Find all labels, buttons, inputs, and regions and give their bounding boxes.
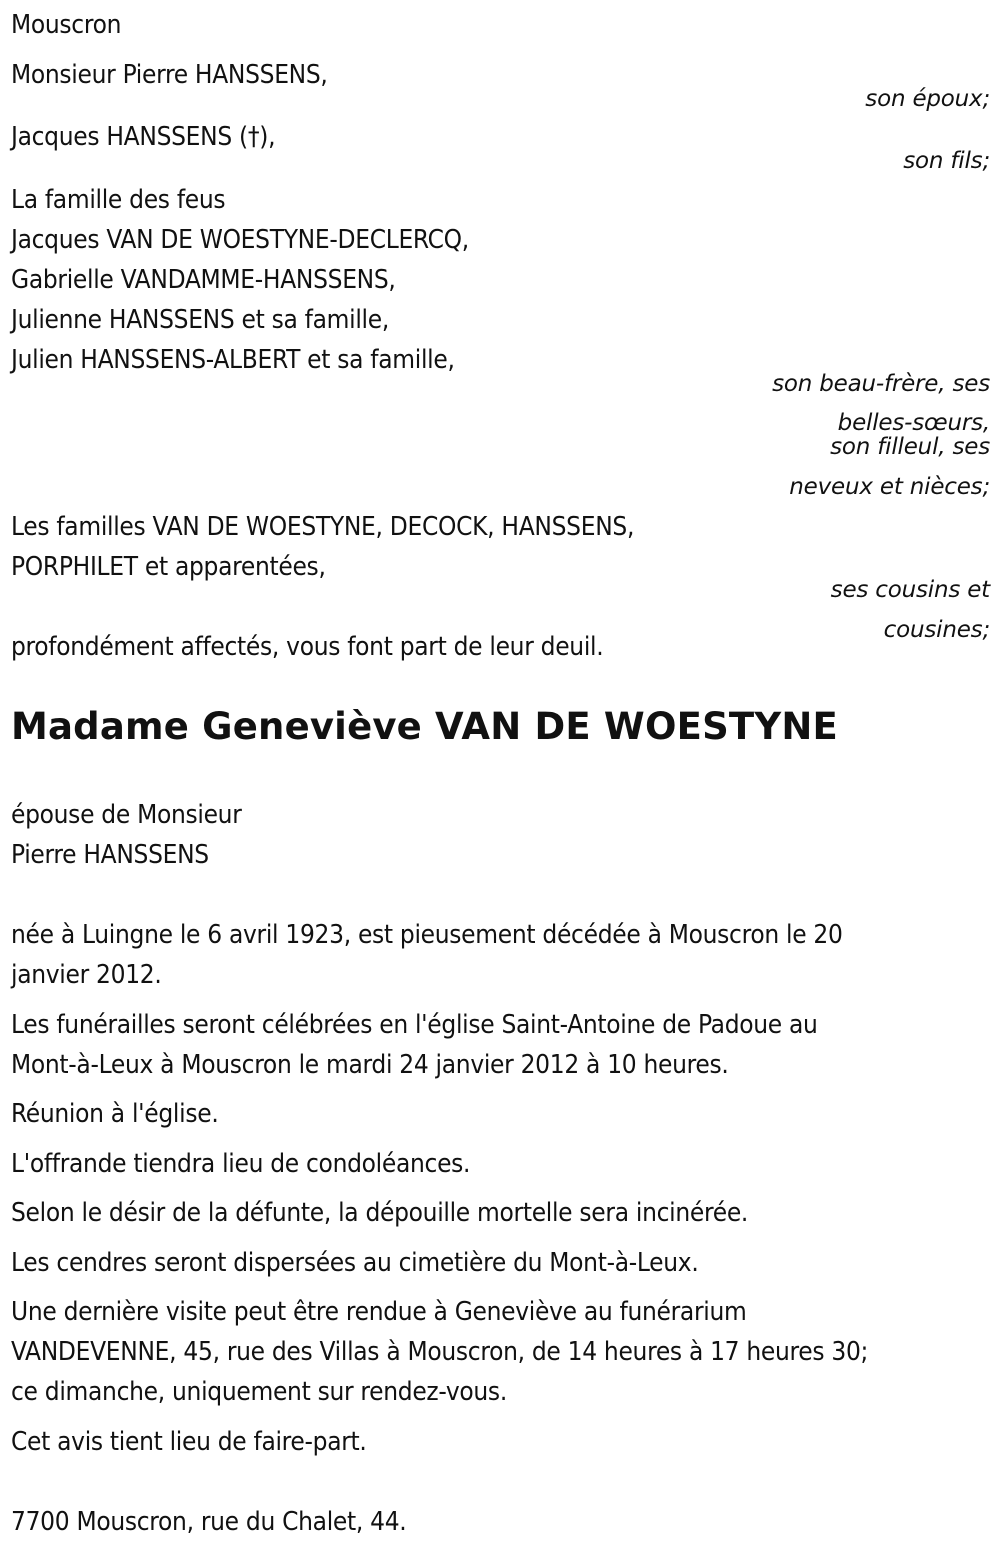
body-line: Réunion à l'église. xyxy=(11,1099,219,1129)
body-line: Mont-à-Leux à Mouscron le mardi 24 janvier 2012 à 10 heures. xyxy=(11,1050,729,1080)
relation-cousins: cousines; xyxy=(883,617,990,643)
relation-family: son filleul, ses xyxy=(830,434,990,460)
body-line: VANDEVENNE, 45, rue des Villas à Mouscron, de 14 heures à 17 heures 30; xyxy=(11,1337,869,1367)
relation-cousins: ses cousins et xyxy=(830,577,990,603)
families-line: PORPHILET et apparentées, xyxy=(11,552,326,582)
relation-son: son fils; xyxy=(903,148,990,174)
body-line: janvier 2012. xyxy=(11,960,162,990)
family-line: Julien HANSSENS-ALBERT et sa famille, xyxy=(11,345,455,375)
family-line: Gabrielle VANDAMME-HANSSENS, xyxy=(11,265,396,295)
body-line: Une dernière visite peut être rendue à Geneviève au funérarium xyxy=(11,1297,747,1327)
body-line: née à Luingne le 6 avril 1923, est pieusement décédée à Mouscron le 20 xyxy=(11,920,843,950)
deceased-name: Madame Geneviève VAN DE WOESTYNE xyxy=(11,705,838,748)
family-line: Julienne HANSSENS et sa famille, xyxy=(11,305,389,335)
relation-family: son beau-frère, ses xyxy=(772,371,990,397)
spouse-line: Pierre HANSSENS xyxy=(11,840,209,870)
spouse-line: épouse de Monsieur xyxy=(11,800,242,830)
family-line: La famille des feus xyxy=(11,185,226,215)
families-line: Les familles VAN DE WOESTYNE, DECOCK, HANSSENS, xyxy=(11,512,635,542)
relation-family: belles-sœurs, xyxy=(837,410,990,436)
family-line: Jacques VAN DE WOESTYNE-DECLERCQ, xyxy=(11,225,469,255)
mourner-spouse: Monsieur Pierre HANSSENS, xyxy=(11,60,328,90)
body-line: Selon le désir de la défunte, la dépouille mortelle sera incinérée. xyxy=(11,1198,749,1228)
body-line: Les cendres seront dispersées au cimetière du Mont-à-Leux. xyxy=(11,1248,699,1278)
relation-spouse: son époux; xyxy=(865,86,990,112)
body-line: Cet avis tient lieu de faire-part. xyxy=(11,1427,367,1457)
relation-family: neveux et nièces; xyxy=(789,474,990,500)
address: 7700 Mouscron, rue du Chalet, 44. xyxy=(11,1507,407,1537)
body-line: Les funérailles seront célébrées en l'église Saint-Antoine de Padoue au xyxy=(11,1010,818,1040)
body-line: ce dimanche, uniquement sur rendez-vous. xyxy=(11,1377,507,1407)
mourner-son: Jacques HANSSENS (†), xyxy=(11,122,276,152)
intro-closing: profondément affectés, vous font part de leur deuil. xyxy=(11,632,604,662)
location-heading: Mouscron xyxy=(11,10,122,40)
body-line: L'offrande tiendra lieu de condoléances. xyxy=(11,1149,471,1179)
